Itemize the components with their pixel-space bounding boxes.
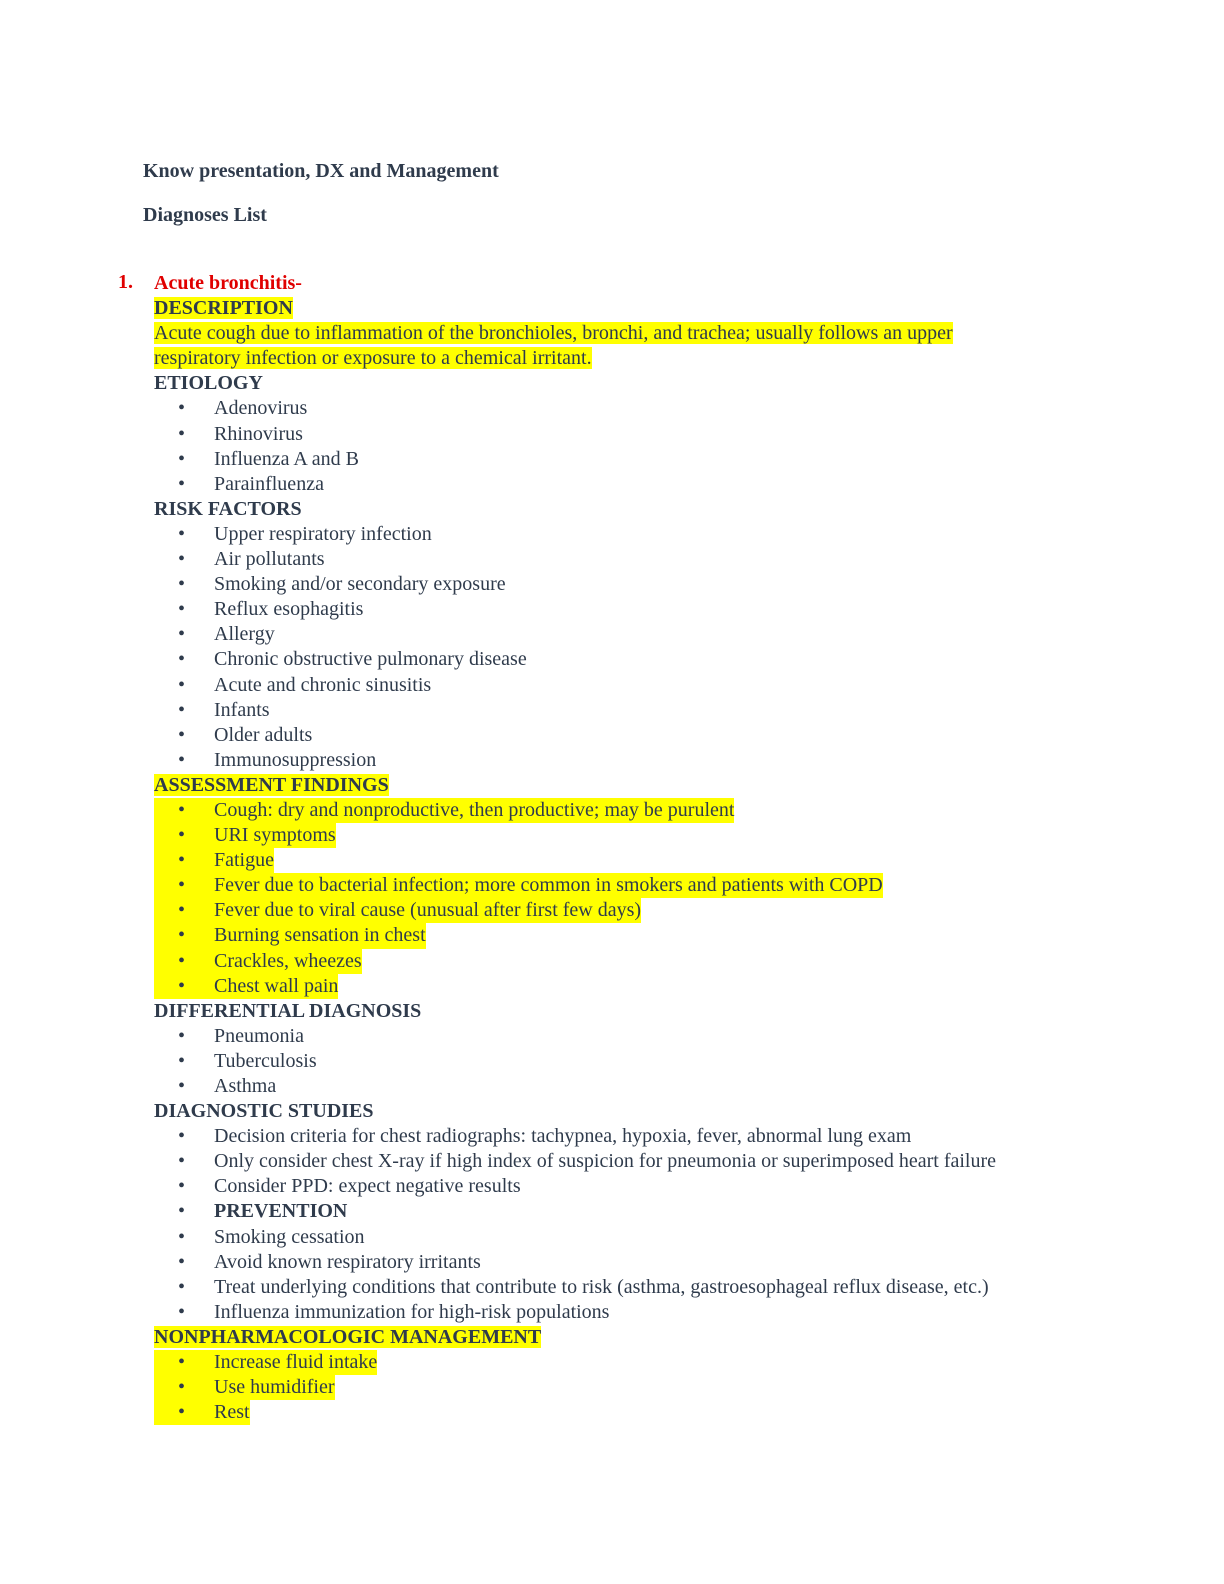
list-item [154,447,1114,472]
list-item [154,1350,1114,1375]
bullet-icon [178,823,198,848]
list-item-text: Rest [214,1401,250,1424]
list-item-text: PREVENTION [214,1200,348,1223]
list-item-text: Use humidifier [214,1376,335,1399]
bullet-icon [178,698,198,723]
bullet-icon [178,1375,198,1400]
bullet-icon [178,1049,198,1074]
list-item-text: Allergy [214,623,275,646]
list-item-text: Chest wall pain [214,974,339,997]
bullet-icon [178,1250,198,1275]
bullet-icon [178,622,198,647]
diagnostic-list [154,1124,1114,1325]
list-item [154,1149,1114,1174]
list-item [154,597,1114,622]
bullet-icon [178,848,198,873]
list-item [154,923,1114,948]
bullet-icon [178,1074,198,1099]
intro-line-1: Know presentation, DX and Management [143,160,499,182]
bullet-icon [178,1350,198,1375]
list-item [154,1074,1114,1099]
bullet-icon [178,1300,198,1325]
bullet-icon [178,1124,198,1149]
assessment-list [154,798,1114,999]
list-item [154,1174,1114,1199]
bullet-icon [178,873,198,898]
list-item-text: Treat underlying conditions that contribute to risk (asthma, gastroesophageal reflux disease, etc.) [214,1275,989,1298]
list-item [154,547,1114,572]
list-item-text: Avoid known respiratory irritants [214,1250,481,1273]
bullet-icon [178,1149,198,1174]
list-item [154,522,1114,547]
highlight-row [154,949,362,974]
intro-line-2: Diagnoses List [143,204,267,226]
highlight-row [154,923,426,948]
bullet-icon [178,1024,198,1049]
list-item-text: Cough: dry and nonproductive, then productive; may be purulent [214,798,735,821]
list-item [154,647,1114,672]
diagnostic-heading: DIAGNOSTIC STUDIES [154,1100,374,1123]
list-item [154,572,1114,597]
risk-heading: RISK FACTORS [154,497,302,520]
differential-list [154,1024,1114,1099]
list-item-text: Parainfluenza [214,472,324,495]
highlight-row [154,898,641,923]
bullet-icon [178,1199,198,1224]
highlight-row [154,1375,335,1400]
highlight-row [154,974,338,999]
list-item-text: Increase fluid intake [214,1351,378,1374]
list-item [154,1024,1114,1049]
bullet-icon [178,472,198,497]
list-item [154,396,1114,421]
bullet-icon [178,1174,198,1199]
list-item-text: Chronic obstructive pulmonary disease [214,648,527,671]
highlight-row [154,848,274,873]
list-item [154,873,1114,898]
highlight-row [154,873,883,898]
list-item-text: URI symptoms [214,824,336,847]
highlight-row [154,1350,377,1375]
highlight-row [154,823,336,848]
description-heading: DESCRIPTION [154,297,293,320]
list-item-text: Older adults [214,723,313,746]
list-item-text: Adenovirus [214,397,308,420]
list-item-text: Tuberculosis [214,1049,317,1072]
bullet-icon [178,898,198,923]
list-item-text: Asthma [214,1075,277,1097]
list-item-text: Fever due to viral cause (unusual after first few days) [214,899,642,922]
list-item-text: Reflux esophagitis [214,598,364,621]
list-item-text: Influenza immunization for high-risk populations [214,1300,610,1323]
description-line-1: Acute cough due to inflammation of the bronchioles, bronchi, and trachea; usually follows an upper [154,322,953,345]
description-line-2: respiratory infection or exposure to a chemical irritant. [154,347,592,370]
list-item [154,974,1114,999]
risk-list [154,522,1114,773]
bullet-icon [178,547,198,572]
list-item [154,798,1114,823]
highlight-row [154,1400,250,1425]
etiology-heading: ETIOLOGY [154,372,263,395]
list-item-text: Fever due to bacterial infection; more common in smokers and patients with COPD [214,874,883,897]
bullet-icon [178,572,198,597]
list-item-text: Burning sensation in chest [214,924,426,947]
list-item-text: Fatigue [214,849,274,872]
list-item [154,1300,1114,1325]
bullet-icon [178,1400,198,1425]
bullet-icon [178,597,198,622]
bullet-icon [178,798,198,823]
bullet-icon [178,949,198,974]
list-item [154,472,1114,497]
list-item [154,422,1114,447]
item-title: Acute bronchitis- [154,272,302,294]
etiology-list [154,396,1114,496]
list-item [154,1375,1114,1400]
list-item [154,1199,1114,1224]
item-number: 1. [118,271,133,293]
list-item [154,848,1114,873]
list-item-text: Smoking and/or secondary exposure [214,573,506,596]
nonpharm-heading: NONPHARMACOLOGIC MANAGEMENT [154,1325,542,1348]
list-item [154,698,1114,723]
bullet-icon [178,522,198,547]
list-item [154,898,1114,923]
list-item [154,723,1114,748]
bullet-icon [178,396,198,421]
nonpharm-list [154,1350,1114,1425]
item-content [154,271,1114,1425]
list-item [154,1250,1114,1275]
list-item [154,1400,1114,1425]
list-item-text: Decision criteria for chest radiographs: tachypnea, hypoxia, fever, abnormal lung exam [214,1125,912,1148]
list-item [154,748,1114,773]
bullet-icon [178,974,198,999]
bullet-icon [178,422,198,447]
list-item-text: Consider PPD: expect negative results [214,1175,521,1198]
list-item-text: Infants [214,698,270,721]
bullet-icon [178,923,198,948]
bullet-icon [178,723,198,748]
highlight-row [154,798,734,823]
list-item [154,622,1114,647]
list-item-text: Upper respiratory infection [214,522,432,545]
bullet-icon [178,673,198,698]
list-item [154,1275,1114,1300]
bullet-icon [178,748,198,773]
list-item [154,673,1114,698]
list-item [154,1225,1114,1250]
list-item [154,823,1114,848]
list-item [154,949,1114,974]
list-item-text: Immunosuppression [214,748,377,771]
list-item [154,1049,1114,1074]
list-item-text: Crackles, wheezes [214,949,362,972]
bullet-icon [178,447,198,472]
list-item-text: Only consider chest X-ray if high index of suspicion for pneumonia or superimposed heart failure [214,1150,997,1173]
list-item-text: Air pollutants [214,548,325,571]
list-item [154,1124,1114,1149]
bullet-icon [178,647,198,672]
bullet-icon [178,1225,198,1250]
list-item-text: Pneumonia [214,1024,304,1047]
list-item-text: Influenza A and B [214,447,359,470]
differential-heading: DIFFERENTIAL DIAGNOSIS [154,999,422,1022]
list-item-text: Smoking cessation [214,1225,365,1248]
list-item-text: Acute and chronic sinusitis [214,673,432,696]
bullet-icon [178,1275,198,1300]
assessment-heading: ASSESSMENT FINDINGS [154,773,389,796]
list-item-text: Rhinovirus [214,422,303,445]
